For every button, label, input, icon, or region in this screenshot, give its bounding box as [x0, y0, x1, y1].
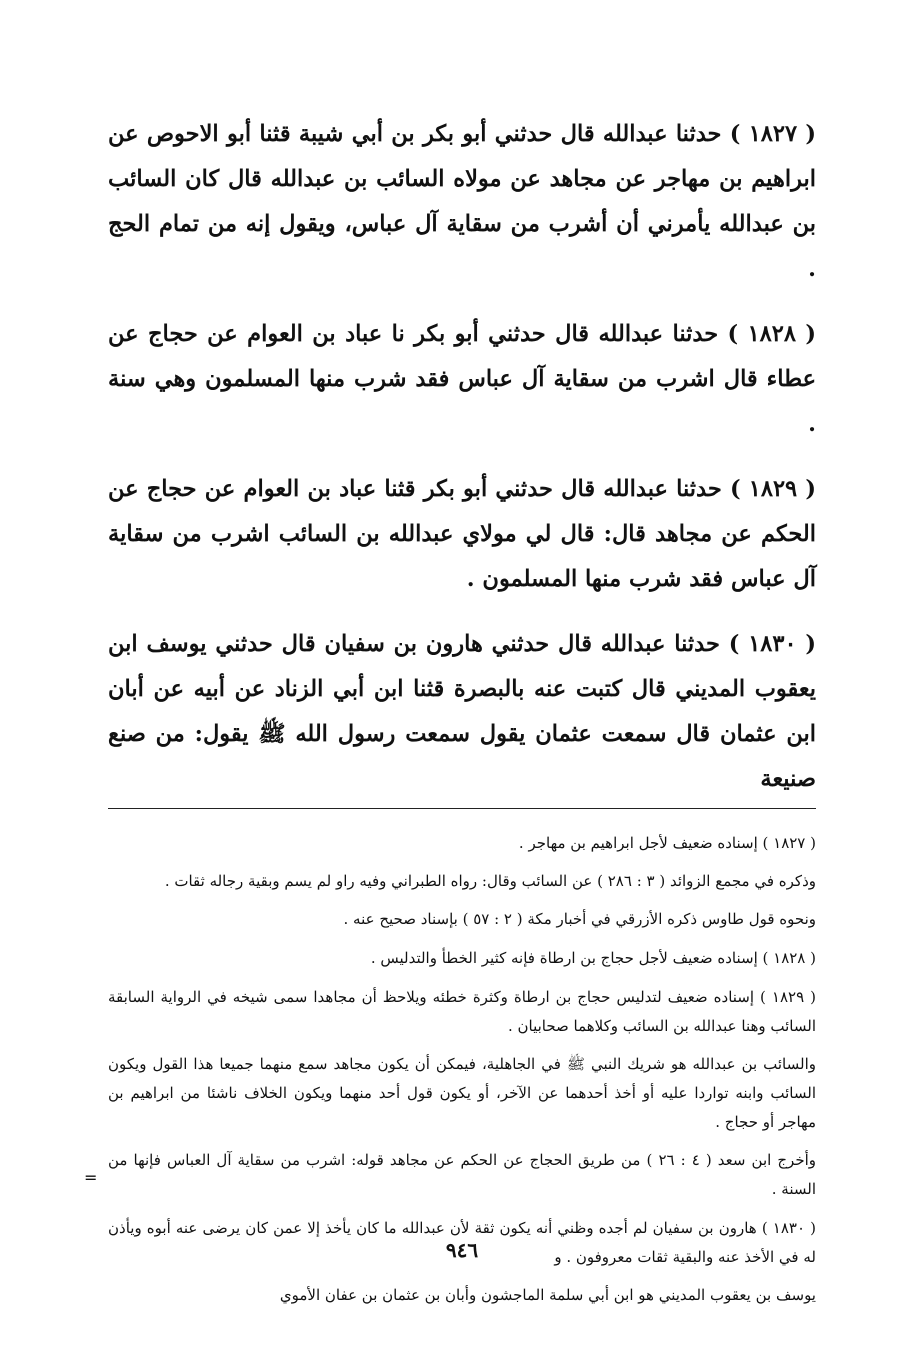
hadith-1829: ( ١٨٢٩ ) حدثنا عبدالله قال حدثني أبو بكر قثنا عباد بن العوام عن حجاج عن الحكم عن مجاهد قال: قال لي مولاي عبدالله بن السائب اشرب من سقاية آل عباس فقد شرب منها المسلمون . — [108, 476, 816, 592]
continuation-mark: = — [84, 1168, 98, 1187]
footnote-line: ونحوه قول طاوس ذكره الأزرقي في أخبار مكة ( ٢ : ٥٧ ) بإسناد صحيح عنه . — [343, 910, 816, 928]
main-text — [108, 112, 816, 809]
hadith-1830: ( ١٨٣٠ ) حدثنا عبدالله قال حدثني هارون بن سفيان قال حدثني يوسف ابن يعقوب المديني قال كتبت عنه بالبصرة قثنا ابن أبي الزناد عن أبيه عن أبان ابن عثمان قال سمعت عثمان يقول سمعت رسول الله ﷺ يقول: من صنع صنيعة — [108, 631, 816, 792]
hadith-1828: ( ١٨٢٨ ) حدثنا عبدالله قال حدثني أبو بكر نا عباد بن العوام عن حجاج عن عطاء قال اشرب من سقاية آل عباس فقد شرب منها المسلمون وهي سنة . — [108, 321, 816, 437]
footnote-line: ( ١٨٢٩ ) إسناده ضعيف لتدليس حجاج بن ارطاة وكثرة خطئه ويلاحظ أن مجاهدا سمى شيخه في الرواية السابقة السائب وهنا عبدالله بن السائب وكلاهما صحابيان . — [108, 988, 816, 1035]
footnote-line: يوسف بن يعقوب المديني هو ابن أبي سلمة الماجشون وأبان بن عثمان بن عفان الأموي — [279, 1286, 816, 1304]
hadith-1827: ( ١٨٢٧ ) حدثنا عبدالله قال حدثني أبو بكر بن أبي شيبة قثنا أبو الاحوص عن ابراهيم بن مهاجر عن مجاهد عن مولاه السائب بن عبدالله قال كان السائب بن عبدالله يأمرني أن أشرب من سقاية آل عباس، ويقول إنه من تمام الحج . — [108, 121, 816, 282]
footnote-1830 — [108, 1214, 816, 1310]
page-number: ٩٤٦ — [445, 1238, 479, 1262]
footnote-1829 — [108, 983, 816, 1204]
footnote-1827 — [108, 829, 816, 934]
page-body — [108, 112, 816, 1320]
footnote-line: ( ١٨٣٠ ) هارون بن سفيان لم أجده وظني أنه يكون ثقة لأن عبدالله ما كان يأخذ إلا عمن كان يرضى عنه أبوه ويأذن له في الأخذ عنه والبقية ثقات معروفون . و — [108, 1219, 816, 1266]
footnote-line: ( ١٨٢٨ ) إسناده ضعيف لأجل حجاج بن ارطاة فإنه كثير الخطأ والتدليس . — [370, 949, 816, 967]
footnote-line: ( ١٨٢٧ ) إسناده ضعيف لأجل ابراهيم بن مهاجر . — [518, 834, 816, 852]
footnote-line: وذكره في مجمع الزوائد ( ٣ : ٢٨٦ ) عن السائب وقال: رواه الطبراني وفيه راو لم يسم وبقية رجاله ثقات . — [164, 872, 816, 890]
footnote-1828 — [108, 944, 816, 973]
footnote-line: وأخرج ابن سعد ( ٤ : ٢٦ ) من طريق الحجاج عن الحكم عن مجاهد قوله: اشرب من سقاية آل العباس فإنها من السنة . — [108, 1151, 817, 1198]
footnote-line: والسائب بن عبدالله هو شريك النبي ﷺ في الجاهلية، فيمكن أن يكون مجاهد سمع منهما جميعا هذا القول ويكون السائب وابنه تواردا عليه أو أخذ أحدهما عن الآخر، أو يكون قول أحد منهما ويكون الخلاف ناشئا من ابراهيم بن مهاجر أو حجاج . — [108, 1055, 816, 1131]
